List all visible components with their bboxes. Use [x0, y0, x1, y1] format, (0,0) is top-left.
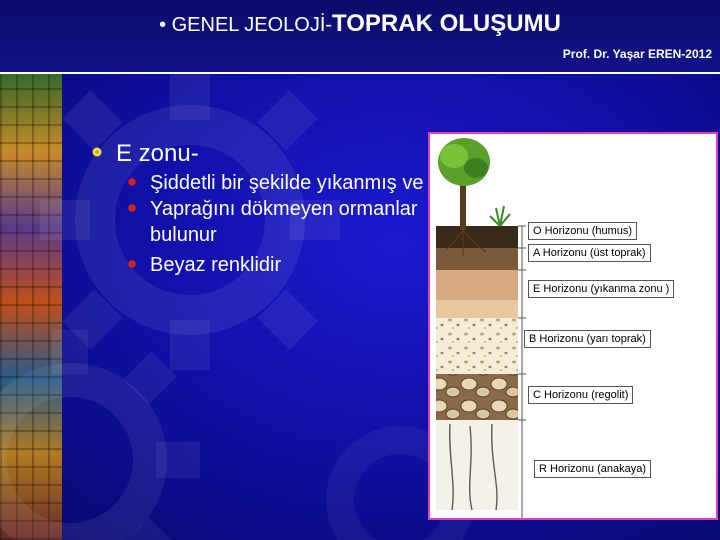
sub-bullet-text: Yaprağını dökmeyen ormanlar	[150, 198, 418, 220]
slide-header	[0, 0, 720, 74]
bullet-icon	[92, 147, 102, 157]
horizon-label-c: C Horizonu (regolit)	[528, 386, 633, 404]
sub-bullet-text: Şiddetli bir şekilde yıkanmış ve	[150, 172, 424, 194]
horizon-label-b: B Horizonu (yarı toprak)	[524, 330, 651, 348]
main-bullet-text: E zonu-	[116, 140, 199, 167]
horizon-label-o: O Horizonu (humus)	[528, 222, 637, 240]
bullet-icon	[128, 260, 136, 268]
title-main: TOPRAK OLUŞUMU	[332, 10, 561, 37]
horizon-label-a: A Horizonu (üst toprak)	[528, 244, 651, 262]
horizon-label-r: R Horizonu (anakaya)	[534, 460, 651, 478]
sub-bullet-text: Beyaz renklidir	[150, 254, 282, 276]
title-prefix: • GENEL JEOLOJİ-	[159, 14, 333, 36]
sub-bullet-text: bulunur	[150, 224, 217, 246]
bullet-icon	[128, 178, 136, 186]
author-credit: Prof. Dr. Yaşar EREN-2012	[562, 47, 712, 61]
soil-profile-figure	[428, 132, 718, 520]
horizon-label-e: E Horizonu (yıkanma zonu )	[528, 280, 674, 298]
bullet-icon	[128, 204, 136, 212]
gear-decoration-icon	[0, 330, 200, 540]
slide-title	[0, 10, 720, 38]
